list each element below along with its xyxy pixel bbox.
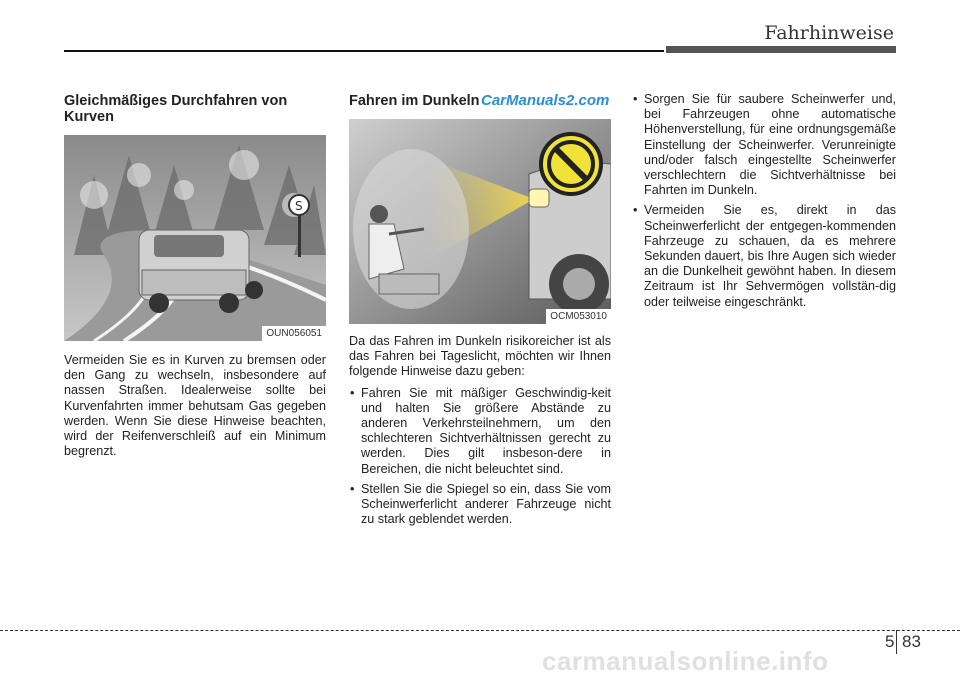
watermark-link[interactable]: CarManuals2.com [481, 92, 610, 109]
footer-watermark: carmanualsonline.info [542, 646, 829, 676]
page-separator [896, 630, 897, 654]
heading-curves: Gleichmäßiges Durchfahren von Kurven [64, 93, 288, 125]
list-item: • Fahren Sie mit mäßiger Geschwindig-keit und halten Sie größere Abstände zu anderen Verkehrsteilnehmern, um den schlechteren Sichtverhältnissen gerecht zu werden. Dies gilt insbeson-dere in Bereichen, die nicht beleuchtet sind. [349, 386, 611, 477]
curves-paragraph: Vermeiden Sie es in Kurven zu bremsen oder den Gang zu wechseln, insbesondere auf nassen Straßen. Idealerweise sollte bei Kurvenfahrten immer behutsam Gas gegeben werden. Wenn Sie diese Hinweise beachten, wird der Reifenverschleiß auf ein Minimum begrenzt. [64, 353, 326, 459]
column-left [64, 93, 326, 459]
footer-rule [0, 630, 960, 631]
svg-text:S: S [295, 199, 303, 213]
section-title: Fahrhinweise [764, 22, 894, 44]
dark-intro: Da das Fahren im Dunkeln risikoreicher ist als das Fahren bei Tageslicht, möchten wir Ihnen folgende Hinweise dazu geben: [349, 334, 611, 379]
column-right [632, 92, 896, 315]
night-illustration [349, 119, 611, 324]
figure-code: OCM053010 [546, 309, 611, 324]
column-middle [349, 93, 611, 532]
heading-dark: Fahren im Dunkeln [349, 93, 480, 109]
figure-code: OUN056051 [262, 326, 326, 341]
headlight-bullet-list [632, 92, 896, 310]
header-rule [64, 50, 664, 52]
list-item: • Stellen Sie die Spiegel so ein, dass Sie vom Scheinwerferlicht anderer Fahrzeuge nicht zu stark geblendet werden. [349, 482, 611, 528]
list-item: • Vermeiden Sie es, direkt in das Scheinwerferlicht der entgegen-kommenden Fahrzeuge zu schauen, da es mehrere Sekunden dauert, bis Ihre Augen sich wieder an die Dunkelheit gewöhnt haben. In diesem Zeitraum ist Ihr Sehvermögen vollstän-dig oder teilweise eingeschränkt. [632, 203, 896, 309]
curve-road-image [64, 135, 326, 341]
chapter-number: 5 [885, 632, 895, 651]
dark-bullet-list [349, 386, 611, 528]
page-number: 83 [902, 632, 921, 651]
headlight-glare-image [349, 119, 611, 324]
list-item: • Sorgen Sie für saubere Scheinwerfer und, bei Fahrzeugen ohne automatische Höhenverstellung, für eine ordnungsgemäße Einstellung der Scheinwerfer. Verunreinigte und/oder falsch eingestellte Scheinwerfer verschlechtern die Sichtverhältnisse bei Fahrten im Dunkeln. [632, 92, 896, 198]
header-bar [666, 46, 896, 53]
curve-illustration [64, 135, 326, 341]
